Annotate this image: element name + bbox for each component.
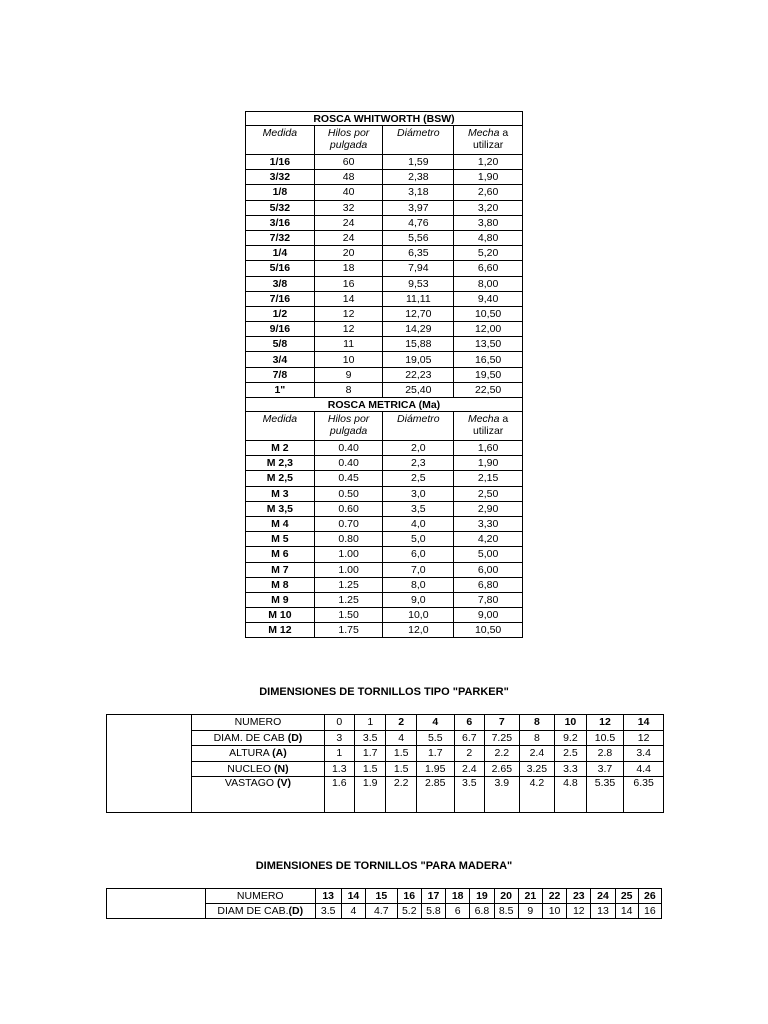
table-row (246, 185, 523, 200)
table-cell: 3.4 (624, 746, 664, 762)
table-cell: 8 (519, 730, 555, 746)
table-cell: M 6 (246, 547, 315, 562)
table-cell: 10,50 (454, 306, 523, 321)
table-cell: 9,53 (383, 276, 454, 291)
table-cell: 5.8 (421, 904, 445, 919)
parker-number: 10 (555, 715, 587, 731)
header-mecha (454, 412, 523, 441)
row-label-code: (N) (273, 762, 289, 775)
table-row (246, 291, 523, 306)
table-cell: 4,76 (383, 215, 454, 230)
table-cell: 1.5 (386, 761, 416, 777)
table-cell: 2.4 (519, 746, 555, 762)
table-cell: 3,0 (383, 486, 454, 501)
table-row (246, 441, 523, 456)
madera-numero-label: NUMERO (205, 889, 315, 904)
table-row (246, 246, 523, 261)
table-cell: 9,40 (454, 291, 523, 306)
parker-number: 14 (624, 715, 664, 731)
table-cell: 1,20 (454, 155, 523, 170)
table-cell: 16 (638, 904, 661, 919)
table-cell: 1.6 (324, 777, 354, 813)
table-cell: 14,29 (383, 322, 454, 337)
metric-title-row (246, 398, 523, 412)
table-cell: 8,00 (454, 276, 523, 291)
header-medida: Medida (246, 126, 315, 155)
table-cell: 1.5 (354, 761, 386, 777)
table-cell: 5/32 (246, 200, 315, 215)
table-cell: 7/32 (246, 230, 315, 245)
table-cell: 32 (314, 200, 383, 215)
table-cell: 13,50 (454, 337, 523, 352)
table-cell: 3,97 (383, 200, 454, 215)
table-cell: 1.9 (354, 777, 386, 813)
table-cell: 1.5 (386, 746, 416, 762)
madera-number: 13 (315, 889, 341, 904)
table-cell: 60 (314, 155, 383, 170)
table-row (246, 276, 523, 291)
bsw-title-row (246, 112, 523, 126)
table-cell: 3/4 (246, 352, 315, 367)
table-cell: 9,0 (383, 592, 454, 607)
row-label-text: VASTAGO (224, 777, 275, 789)
table-cell: 6.8 (470, 904, 494, 919)
table-cell: 2,0 (383, 441, 454, 456)
parker-row-label (192, 746, 324, 762)
table-cell: 1.7 (354, 746, 386, 762)
table-cell: 6.35 (624, 777, 664, 813)
table-cell: 2.65 (485, 761, 520, 777)
table-cell: 1/8 (246, 185, 315, 200)
table-cell: 16 (314, 276, 383, 291)
table-cell: 6,0 (383, 547, 454, 562)
table-cell: 7/16 (246, 291, 315, 306)
table-cell: 0.45 (314, 471, 383, 486)
table-cell: 10,50 (454, 623, 523, 638)
bsw-header-row (246, 126, 523, 155)
table-cell: 14 (615, 904, 638, 919)
table-cell: 12 (314, 322, 383, 337)
table-cell: 2,15 (454, 471, 523, 486)
table-cell: 6 (446, 904, 470, 919)
table-cell: 2,38 (383, 170, 454, 185)
table-row (246, 382, 523, 397)
table-cell: 3.5 (354, 730, 386, 746)
table-cell: M 8 (246, 577, 315, 592)
table-cell: 1.50 (314, 608, 383, 623)
table-cell: 12,00 (454, 322, 523, 337)
table-cell: 5,20 (454, 246, 523, 261)
table-cell: 1.25 (314, 577, 383, 592)
table-cell: 4.8 (555, 777, 587, 813)
table-cell: 1" (246, 382, 315, 397)
row-label-text: ALTURA (229, 747, 270, 760)
row-label-code: (D) (287, 731, 303, 744)
table-cell: 16,50 (454, 352, 523, 367)
parker-number: 6 (454, 715, 484, 731)
table-cell: 1.3 (324, 761, 354, 777)
table-cell: 18 (314, 261, 383, 276)
parker-number: 8 (519, 715, 555, 731)
madera-number: 26 (638, 889, 661, 904)
metric-title: ROSCA METRICA (Ma) (246, 398, 523, 412)
table-row (246, 230, 523, 245)
table-cell: 9 (314, 367, 383, 382)
table-cell: 3 (324, 730, 354, 746)
header-medida: Medida (246, 412, 315, 441)
table-row (246, 623, 523, 638)
madera-table (106, 888, 662, 919)
madera-row-label (205, 904, 315, 919)
table-cell: 10.5 (586, 730, 624, 746)
table-row (246, 516, 523, 531)
table-row (246, 337, 523, 352)
madera-number: 21 (518, 889, 542, 904)
table-cell: 2.5 (555, 746, 587, 762)
header-mecha-word: Mecha (467, 127, 500, 139)
table-cell: 7,80 (454, 592, 523, 607)
table-cell: 7/8 (246, 367, 315, 382)
table-cell: 25,40 (383, 382, 454, 397)
madera-number: 19 (470, 889, 494, 904)
table-cell: 22,50 (454, 382, 523, 397)
table-cell: 5,00 (454, 547, 523, 562)
table-cell: 3.9 (485, 777, 520, 813)
table-cell: 4.4 (624, 761, 664, 777)
table-cell: 0.50 (314, 486, 383, 501)
parker-number: 4 (416, 715, 454, 731)
madera-number: 22 (542, 889, 566, 904)
table-cell: 40 (314, 185, 383, 200)
table-row (246, 367, 523, 382)
table-cell: 10,0 (383, 608, 454, 623)
table-cell: 24 (314, 230, 383, 245)
table-cell: 3,18 (383, 185, 454, 200)
table-row (246, 170, 523, 185)
table-cell: 1,59 (383, 155, 454, 170)
table-cell: 4,20 (454, 532, 523, 547)
table-cell: 1.25 (314, 592, 383, 607)
table-cell: 0.40 (314, 456, 383, 471)
table-row (246, 456, 523, 471)
thread-table (245, 111, 523, 638)
parker-row-label (192, 777, 324, 813)
table-cell: 2.2 (485, 746, 520, 762)
table-cell: 48 (314, 170, 383, 185)
table-cell: 4 (386, 730, 416, 746)
parker-number: 1 (354, 715, 386, 731)
table-cell: 1/16 (246, 155, 315, 170)
table-cell: 3,20 (454, 200, 523, 215)
table-cell: M 3,5 (246, 501, 315, 516)
table-cell: M 2,3 (246, 456, 315, 471)
table-cell: 7,94 (383, 261, 454, 276)
table-cell: 0.70 (314, 516, 383, 531)
table-cell: 2.4 (454, 761, 484, 777)
table-cell: 2 (454, 746, 484, 762)
table-cell: 12,0 (383, 623, 454, 638)
table-cell: 24 (314, 215, 383, 230)
parker-number: 0 (324, 715, 354, 731)
table-cell: 4,0 (383, 516, 454, 531)
table-row (246, 608, 523, 623)
row-label-code: (D) (288, 905, 304, 917)
table-row (246, 532, 523, 547)
table-cell: 10 (314, 352, 383, 367)
madera-number: 23 (567, 889, 591, 904)
header-mecha-rest: a utilizar (472, 413, 509, 437)
table-cell: 19,05 (383, 352, 454, 367)
table-cell: 2,60 (454, 185, 523, 200)
table-cell: 2.2 (386, 777, 416, 813)
table-row (246, 200, 523, 215)
header-mecha-rest: a utilizar (472, 127, 509, 151)
table-cell: 6,00 (454, 562, 523, 577)
madera-number: 17 (421, 889, 445, 904)
table-cell: 1.7 (416, 746, 454, 762)
table-cell: 3.5 (315, 904, 341, 919)
table-cell: M 4 (246, 516, 315, 531)
table-cell: 3.3 (555, 761, 587, 777)
table-cell: 3.7 (586, 761, 624, 777)
table-row (246, 592, 523, 607)
row-label-text: DIAM. DE CAB (213, 731, 285, 744)
header-hilos: Hilos por pulgada (314, 412, 383, 441)
header-mecha (454, 126, 523, 155)
madera-header-row (107, 889, 662, 904)
table-row (246, 547, 523, 562)
table-cell: 0.40 (314, 441, 383, 456)
table-cell: M 10 (246, 608, 315, 623)
table-row (246, 155, 523, 170)
madera-number: 15 (366, 889, 398, 904)
madera-number: 25 (615, 889, 638, 904)
table-row (246, 215, 523, 230)
header-mecha-word: Mecha (467, 413, 500, 425)
table-cell: 3.5 (454, 777, 484, 813)
madera-number: 14 (341, 889, 365, 904)
table-cell: 7.25 (485, 730, 520, 746)
table-cell: 5.5 (416, 730, 454, 746)
table-cell: 2,50 (454, 486, 523, 501)
table-cell: 6,80 (454, 577, 523, 592)
table-cell: 0.80 (314, 532, 383, 547)
table-cell: 3/32 (246, 170, 315, 185)
table-row (246, 322, 523, 337)
table-row (246, 471, 523, 486)
table-cell: 3/8 (246, 276, 315, 291)
table-cell: 5/16 (246, 261, 315, 276)
table-cell: 12 (314, 306, 383, 321)
table-cell: 9/16 (246, 322, 315, 337)
table-cell: 5/8 (246, 337, 315, 352)
header-diametro: Diámetro (383, 412, 454, 441)
header-hilos: Hilos por pulgada (314, 126, 383, 155)
table-cell: 5.35 (586, 777, 624, 813)
table-row (246, 306, 523, 321)
table-cell: 1.00 (314, 562, 383, 577)
row-label-code: (A) (272, 747, 287, 760)
madera-blank-cell (107, 889, 206, 919)
header-diametro: Diámetro (383, 126, 454, 155)
table-cell: 3,30 (454, 516, 523, 531)
table-cell: 8.5 (494, 904, 518, 919)
table-cell: M 9 (246, 592, 315, 607)
table-cell: 4.2 (519, 777, 555, 813)
table-cell: 9.2 (555, 730, 587, 746)
table-cell: 6,35 (383, 246, 454, 261)
table-cell: 1/4 (246, 246, 315, 261)
table-cell: 4 (341, 904, 365, 919)
table-cell: 5.2 (397, 904, 421, 919)
table-cell: 15,88 (383, 337, 454, 352)
table-cell: 1 (324, 746, 354, 762)
table-cell: 1/2 (246, 306, 315, 321)
table-cell: 8,0 (383, 577, 454, 592)
table-cell: 7,0 (383, 562, 454, 577)
table-cell: 2.8 (586, 746, 624, 762)
table-cell: 1.00 (314, 547, 383, 562)
madera-number: 24 (591, 889, 615, 904)
table-cell: 20 (314, 246, 383, 261)
table-cell: 4,80 (454, 230, 523, 245)
table-cell: M 3 (246, 486, 315, 501)
table-row (246, 352, 523, 367)
row-label-text: NUCLEO (227, 762, 272, 775)
table-cell: 1,90 (454, 456, 523, 471)
madera-number: 18 (446, 889, 470, 904)
metric-header-row (246, 412, 523, 441)
table-cell: 5,0 (383, 532, 454, 547)
table-cell: 6,60 (454, 261, 523, 276)
table-cell: 3,5 (383, 501, 454, 516)
parker-heading: DIMENSIONES DE TORNILLOS TIPO "PARKER" (259, 686, 509, 698)
table-cell: 0.60 (314, 501, 383, 516)
row-label-text: DIAM DE CAB. (217, 905, 289, 917)
table-cell: M 7 (246, 562, 315, 577)
table-cell: 10 (542, 904, 566, 919)
madera-number: 20 (494, 889, 518, 904)
table-cell: 9 (518, 904, 542, 919)
parker-numero-label: NUMERO (192, 715, 324, 731)
table-cell: M 12 (246, 623, 315, 638)
parker-number: 12 (586, 715, 624, 731)
table-cell: 4.7 (366, 904, 398, 919)
table-cell: 3,80 (454, 215, 523, 230)
table-cell: 12,70 (383, 306, 454, 321)
row-label-code: (V) (277, 777, 291, 789)
madera-number: 16 (397, 889, 421, 904)
table-cell: 2,5 (383, 471, 454, 486)
table-cell: 1,60 (454, 441, 523, 456)
table-cell: M 5 (246, 532, 315, 547)
table-cell: 2,3 (383, 456, 454, 471)
parker-table (106, 714, 664, 813)
table-cell: 1.95 (416, 761, 454, 777)
parker-row-label (192, 761, 324, 777)
table-cell: 14 (314, 291, 383, 306)
table-row (246, 261, 523, 276)
table-cell: M 2,5 (246, 471, 315, 486)
table-cell: 19,50 (454, 367, 523, 382)
table-cell: 11,11 (383, 291, 454, 306)
parker-row-label (192, 730, 324, 746)
table-cell: 12 (567, 904, 591, 919)
table-cell: 1,90 (454, 170, 523, 185)
madera-heading: DIMENSIONES DE TORNILLOS "PARA MADERA" (255, 860, 513, 872)
table-row (246, 501, 523, 516)
parker-number: 2 (386, 715, 416, 731)
parker-blank-cell (107, 715, 192, 813)
table-cell: 11 (314, 337, 383, 352)
table-cell: 5,56 (383, 230, 454, 245)
table-cell: 9,00 (454, 608, 523, 623)
table-cell: 12 (624, 730, 664, 746)
table-cell: M 2 (246, 441, 315, 456)
table-cell: 22,23 (383, 367, 454, 382)
table-cell: 3.25 (519, 761, 555, 777)
table-row (246, 577, 523, 592)
parker-header-row (107, 715, 664, 731)
table-cell: 13 (591, 904, 615, 919)
table-row (246, 562, 523, 577)
bsw-title: ROSCA WHITWORTH (BSW) (246, 112, 523, 126)
table-cell: 1.75 (314, 623, 383, 638)
table-row (246, 486, 523, 501)
table-cell: 6.7 (454, 730, 484, 746)
table-cell: 8 (314, 382, 383, 397)
parker-number: 7 (485, 715, 520, 731)
table-cell: 2.85 (416, 777, 454, 813)
table-cell: 3/16 (246, 215, 315, 230)
table-cell: 2,90 (454, 501, 523, 516)
